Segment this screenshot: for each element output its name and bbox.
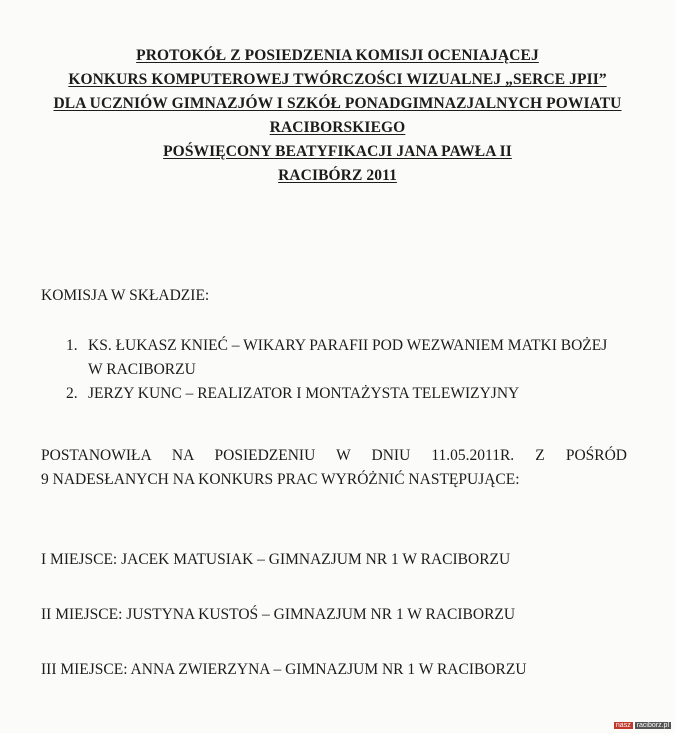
watermark-right: raciborz.pl <box>636 722 669 729</box>
watermark-left: nasz <box>615 722 631 729</box>
prize-first-place: I MIEJSCE: JACEK MATUSIAK – GIMNAZJUM NR 1 W RACIBORZU <box>41 551 511 568</box>
decision-line-2: 9 NADESŁANYCH NA KONKURS PRAC WYRÓŻNIĆ NASTĘPUJĄCE: <box>41 471 520 488</box>
committee-intro: KOMISJA W SKŁADZIE: <box>41 287 210 304</box>
member-text-line-1: KS. ŁUKASZ KNIEĆ – WIKARY PARAFII POD WEZWANIEM MATKI BOŻEJ <box>88 337 608 354</box>
committee-member <box>66 382 646 406</box>
committee-members-list <box>66 334 646 406</box>
site-watermark <box>614 722 671 729</box>
decision-paragraph <box>41 444 627 492</box>
prize-second-place: II MIEJSCE: JUSTYNA KUSTOŚ – GIMNAZJUM NR 1 W RACIBORZU <box>41 606 516 623</box>
member-text <box>88 334 646 382</box>
member-number: 1. <box>66 337 78 354</box>
member-text: JERZY KUNC – REALIZATOR I MONTAŻYSTA TELEWIZYJNY <box>88 385 520 402</box>
header-line-1: PROTOKÓŁ Z POSIEDZENIA KOMISJI OCENIAJĄCEJ <box>136 47 539 64</box>
document-header <box>0 44 675 188</box>
decision-line-1: POSTANOWIŁA NA POSIEDZENIU W DNIU 11.05.2011R. Z POŚRÓD <box>41 447 627 464</box>
header-line-2: KONKURS KOMPUTEROWEJ TWÓRCZOŚCI WIZUALNEJ „SERCE JPII” <box>68 71 607 88</box>
member-text-line-2: W RACIBORZU <box>88 361 196 378</box>
member-number: 2. <box>66 385 78 402</box>
header-line-5: POŚWIĘCONY BEATYFIKACJI JANA PAWŁA II <box>163 143 512 160</box>
header-line-6: RACIBÓRZ 2011 <box>278 167 397 184</box>
header-line-3: DLA UCZNIÓW GIMNAZJÓW I SZKÓŁ PONADGIMNAZJALNYCH POWIATU <box>53 95 622 112</box>
header-line-4: RACIBORSKIEGO <box>269 119 406 136</box>
prize-third-place: III MIEJSCE: ANNA ZWIERZYNA – GIMNAZJUM NR 1 W RACIBORZU <box>41 661 527 678</box>
committee-member <box>66 334 646 382</box>
